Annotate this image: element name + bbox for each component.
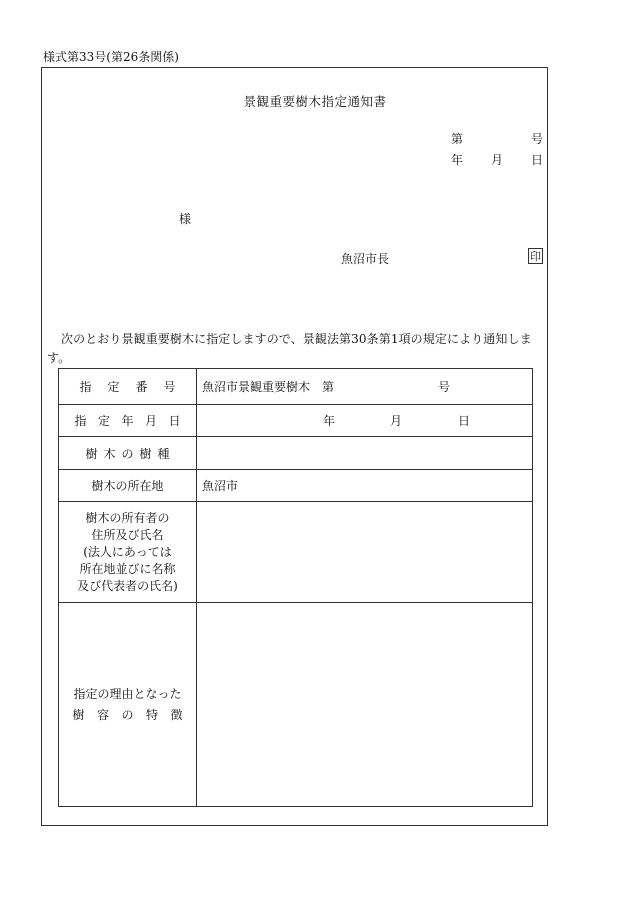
label-char: 指 bbox=[79, 380, 92, 394]
label-char: 樹 bbox=[139, 446, 152, 461]
number-suffix: 号 bbox=[530, 132, 543, 146]
label-char: 特 bbox=[145, 707, 158, 722]
label-char: 指 bbox=[74, 414, 87, 428]
label-tree-species bbox=[59, 437, 197, 470]
value-reason bbox=[197, 603, 533, 807]
label-char: 月 bbox=[144, 414, 157, 428]
notice-body-text: 次のとおり景観重要樹木に指定しますので、景観法第30条第1項の規定により通知します。 bbox=[47, 332, 532, 365]
table-row-designation-date bbox=[59, 405, 533, 437]
date-month-label: 月 bbox=[490, 153, 503, 167]
table-row-tree-species bbox=[59, 437, 533, 470]
label-char: 日 bbox=[168, 414, 181, 428]
table-row-reason bbox=[59, 603, 533, 807]
label-char: 定 bbox=[97, 414, 110, 428]
label-char: の bbox=[121, 707, 134, 722]
reason-label-line-2 bbox=[73, 705, 183, 726]
label-char: の bbox=[121, 446, 134, 461]
issuer-mayor: 魚沼市長 bbox=[341, 252, 390, 266]
designation-date-day: 日 bbox=[458, 414, 471, 428]
designation-number-suffix: 号 bbox=[438, 380, 451, 394]
seal-box: 印 bbox=[530, 250, 541, 263]
designation-date-month: 月 bbox=[390, 414, 403, 428]
number-prefix: 第 bbox=[451, 132, 464, 146]
designation-number-prefix: 魚沼市景観重要樹木 第 bbox=[202, 380, 335, 394]
owner-label-line-4: 所在地並びに名称 bbox=[79, 561, 176, 576]
label-char: 樹 bbox=[72, 707, 85, 722]
label-char: 号 bbox=[163, 380, 176, 394]
label-tree-location: 樹木の所在地 bbox=[59, 470, 197, 502]
value-tree-location: 魚沼市 bbox=[197, 470, 533, 502]
label-text bbox=[75, 412, 181, 429]
label-char: 樹 bbox=[85, 446, 98, 461]
owner-label-line-1: 樹木の所有者の bbox=[85, 510, 170, 525]
value-owner bbox=[197, 502, 533, 603]
value-tree-species bbox=[197, 437, 533, 470]
designation-date-year: 年 bbox=[323, 414, 336, 428]
document-number-line bbox=[451, 130, 543, 147]
label-reason bbox=[59, 603, 197, 807]
table-row-tree-location bbox=[59, 470, 533, 502]
label-text bbox=[86, 445, 170, 462]
owner-label-line-2: 住所及び氏名 bbox=[91, 527, 164, 542]
label-text bbox=[80, 378, 176, 395]
label-char: 徴 bbox=[170, 707, 183, 722]
label-designation-date bbox=[59, 405, 197, 437]
label-char: 定 bbox=[107, 380, 120, 394]
form-number-label: 様式第33号(第26条関係) bbox=[43, 50, 179, 64]
label-char: 容 bbox=[96, 707, 109, 722]
value-designation-date bbox=[197, 405, 533, 437]
owner-label-line-3: (法人にあっては bbox=[83, 544, 172, 559]
label-char: 年 bbox=[121, 414, 134, 428]
date-day-label: 日 bbox=[530, 153, 543, 167]
label-char: 木 bbox=[103, 446, 116, 461]
owner-label-line-5: 及び代表者の氏名) bbox=[77, 578, 178, 593]
addressee-honorific: 様 bbox=[179, 212, 192, 226]
label-char: 種 bbox=[157, 446, 170, 461]
reason-label-line-1: 指定の理由となった bbox=[73, 686, 182, 701]
document-title: 景観重要樹木指定通知書 bbox=[243, 94, 387, 109]
document-date-line bbox=[451, 151, 543, 168]
label-owner bbox=[59, 502, 197, 603]
table-row-owner bbox=[59, 502, 533, 603]
designation-info-table bbox=[58, 368, 533, 807]
value-designation-number bbox=[197, 369, 533, 405]
label-designation-number bbox=[59, 369, 197, 405]
label-char: 番 bbox=[135, 380, 148, 394]
table-row-designation-number bbox=[59, 369, 533, 405]
date-year-label: 年 bbox=[451, 153, 464, 167]
